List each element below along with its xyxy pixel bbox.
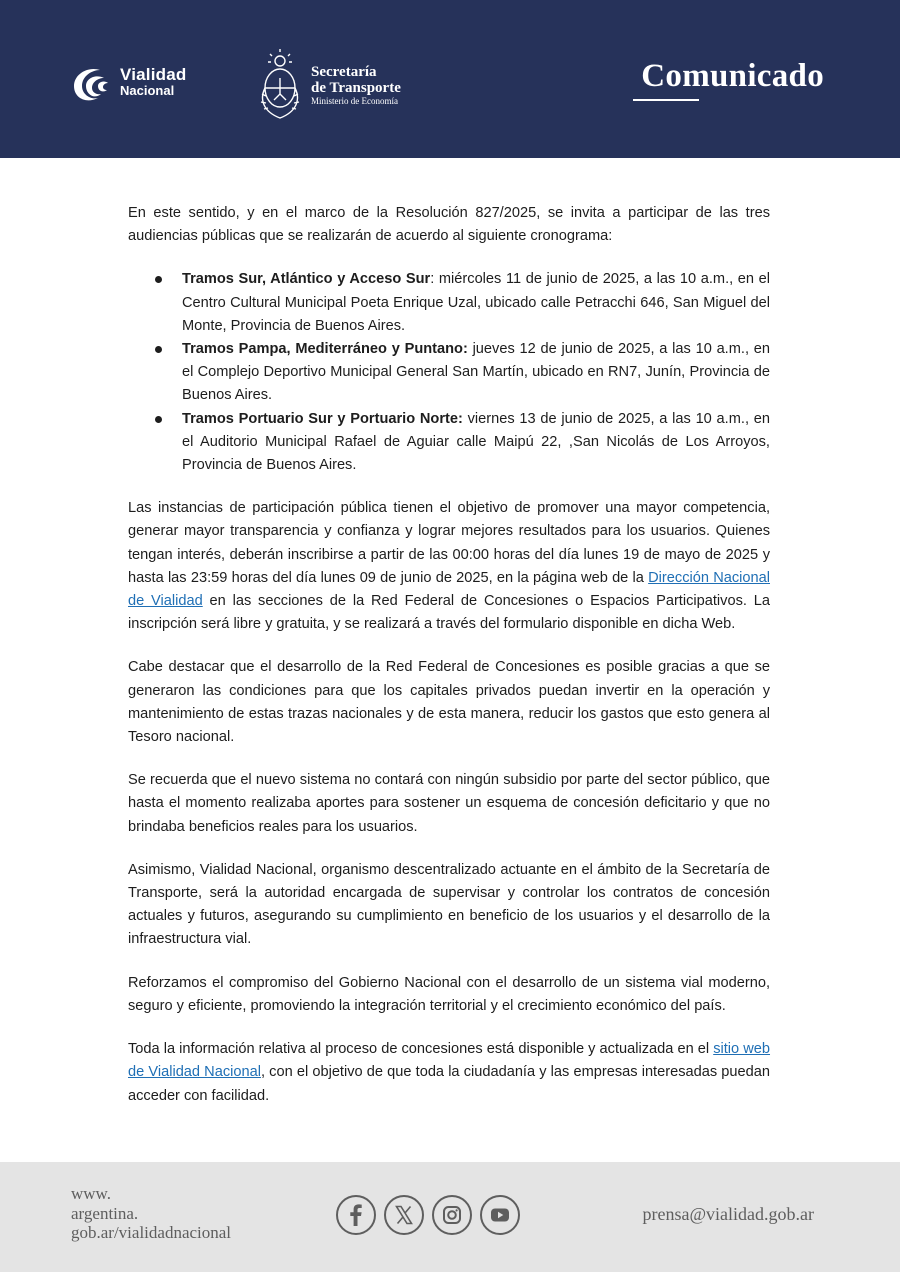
- press-email[interactable]: prensa@vialidad.gob.ar: [642, 1204, 814, 1224]
- vialidad-line1: Vialidad: [120, 65, 187, 84]
- secretaria-line1: Secretaría: [311, 64, 377, 80]
- schedule-item-detail: viernes 13 de junio de 2025, a las 10 a.m., en el Auditorio Municipal Rafael de Aguiar calle Maipú 22, ,San Nicolás de Los Arroyos, Provincia de Buenos Aires.: [182, 410, 770, 474]
- secretaria-transporte-logo: [258, 48, 428, 120]
- vialidad-website-link[interactable]: Dirección Nacional de Vialidad: [128, 569, 770, 610]
- registration-paragraph: [128, 497, 770, 636]
- authority-paragraph: Asimismo, Vialidad Nacional, organismo descentralizado actuante en el ámbito de la Secretaría de Transporte, será la autoridad encargada de supervisar y controlar los contratos de concesión actuales y futuros, asegurando su cumplimiento en beneficio de los usuarios y el desarrollo de la infraestructura vial.: [128, 861, 770, 948]
- vialidad-nacional-logo: [68, 64, 208, 104]
- footer-website-line2: argentina.: [71, 1203, 139, 1223]
- subsidy-paragraph: Se recuerda que el nuevo sistema no contará con ningún subsidio por parte del sector público, que hasta el momento realizaba aportes para sostener un esquema de concesión deficitario y que no brindaba beneficios reales para los usuarios.: [128, 772, 770, 835]
- footer-website[interactable]: [71, 1184, 231, 1243]
- header-banner: [0, 0, 900, 158]
- registration-text-before: Las instancias de participación pública tienen el objetivo de promover una mayor competencia, generar mayor transparencia y confianza y lograr mejores resultados para los usuarios. Quienes tengan interés, deberán inscribirse a partir de las 00:00 horas del día lunes 19 de mayo de 2025 y hasta las 23:59 horas del día lunes 09 de junio de 2025, en la página web de la: [128, 500, 770, 586]
- secretaria-line3: Ministerio de Economía: [311, 96, 398, 106]
- schedule-item-detail: : miércoles 11 de junio de 2025, a las 10 a.m., en el Centro Cultural Municipal Poeta Enrique Uzal, ubicado calle Petracchi 646, San Miguel del Monte, Provincia de Buenos Aires.: [182, 271, 770, 334]
- information-paragraph: [128, 1038, 770, 1108]
- vialidad-site-link[interactable]: sitio web de Vialidad Nacional: [128, 1041, 771, 1081]
- youtube-icon[interactable]: [480, 1195, 520, 1235]
- title-underline: [633, 99, 699, 101]
- hearings-schedule-list: [128, 268, 770, 477]
- secretaria-line2: de Transporte: [311, 80, 401, 96]
- vialidad-swirl-icon: [68, 64, 116, 104]
- footer-website-line3: gob.ar/vialidadnacional: [71, 1223, 232, 1242]
- commitment-paragraph: Reforzamos el compromiso del Gobierno Nacional con el desarrollo de un sistema vial moderno, seguro y eficiente, promoviendo la integración territorial y el crecimiento económico del país.: [128, 974, 770, 1014]
- national-seal-icon: [258, 48, 302, 120]
- schedule-item: [182, 268, 770, 338]
- schedule-item-detail: jueves 12 de junio de 2025, a las 10 a.m., en el Complejo Deportivo Municipal General San Martín, ubicado en RN7, Junín, Provincia de Buenos Aires.: [182, 341, 770, 404]
- schedule-item: [182, 338, 770, 408]
- concessions-paragraph: Cabe destacar que el desarrollo de la Red Federal de Concesiones es posible gracias a que se generaron las condiciones para que los capitales privados puedan invertir en la operación y mantenimiento de estas trazas nacionales y de esta manera, reducir los gastos que esto genera al Tesoro nacional.: [128, 659, 770, 746]
- footer: [0, 1162, 900, 1272]
- registration-text-after: en las secciones de la Red Federal de Concesiones o Espacios Participativos. La inscripción será libre y gratuita, y se realizará a través del formulario disponible en dicha Web.: [128, 593, 770, 633]
- x-icon[interactable]: [384, 1195, 424, 1235]
- intro-paragraph: En este sentido, y en el marco de la Resolución 827/2025, se invita a participar de las tres audiencias públicas que se realizarán de acuerdo al siguiente cronograma:: [128, 205, 770, 245]
- schedule-item-title: Tramos Pampa, Mediterráneo y Puntano:: [182, 341, 468, 358]
- footer-website-line1: www.: [71, 1184, 111, 1203]
- information-text-before: Toda la información relativa al proceso de concesiones está disponible y actualizada en el: [128, 1041, 714, 1058]
- facebook-icon[interactable]: [336, 1195, 376, 1235]
- vialidad-line2: Nacional: [120, 83, 175, 98]
- information-text-after: , con el objetivo de que toda la ciudadanía y las empresas interesadas puedan acceder con facilidad.: [128, 1064, 770, 1104]
- instagram-icon[interactable]: [432, 1195, 472, 1235]
- schedule-item-title: Tramos Sur, Atlántico y Acceso Sur: [182, 271, 431, 288]
- schedule-item-title: Tramos Portuario Sur y Portuario Norte:: [182, 410, 463, 427]
- press-release-body: [128, 202, 770, 1128]
- schedule-item: [182, 408, 770, 478]
- document-type-title: Comunicado: [641, 58, 824, 94]
